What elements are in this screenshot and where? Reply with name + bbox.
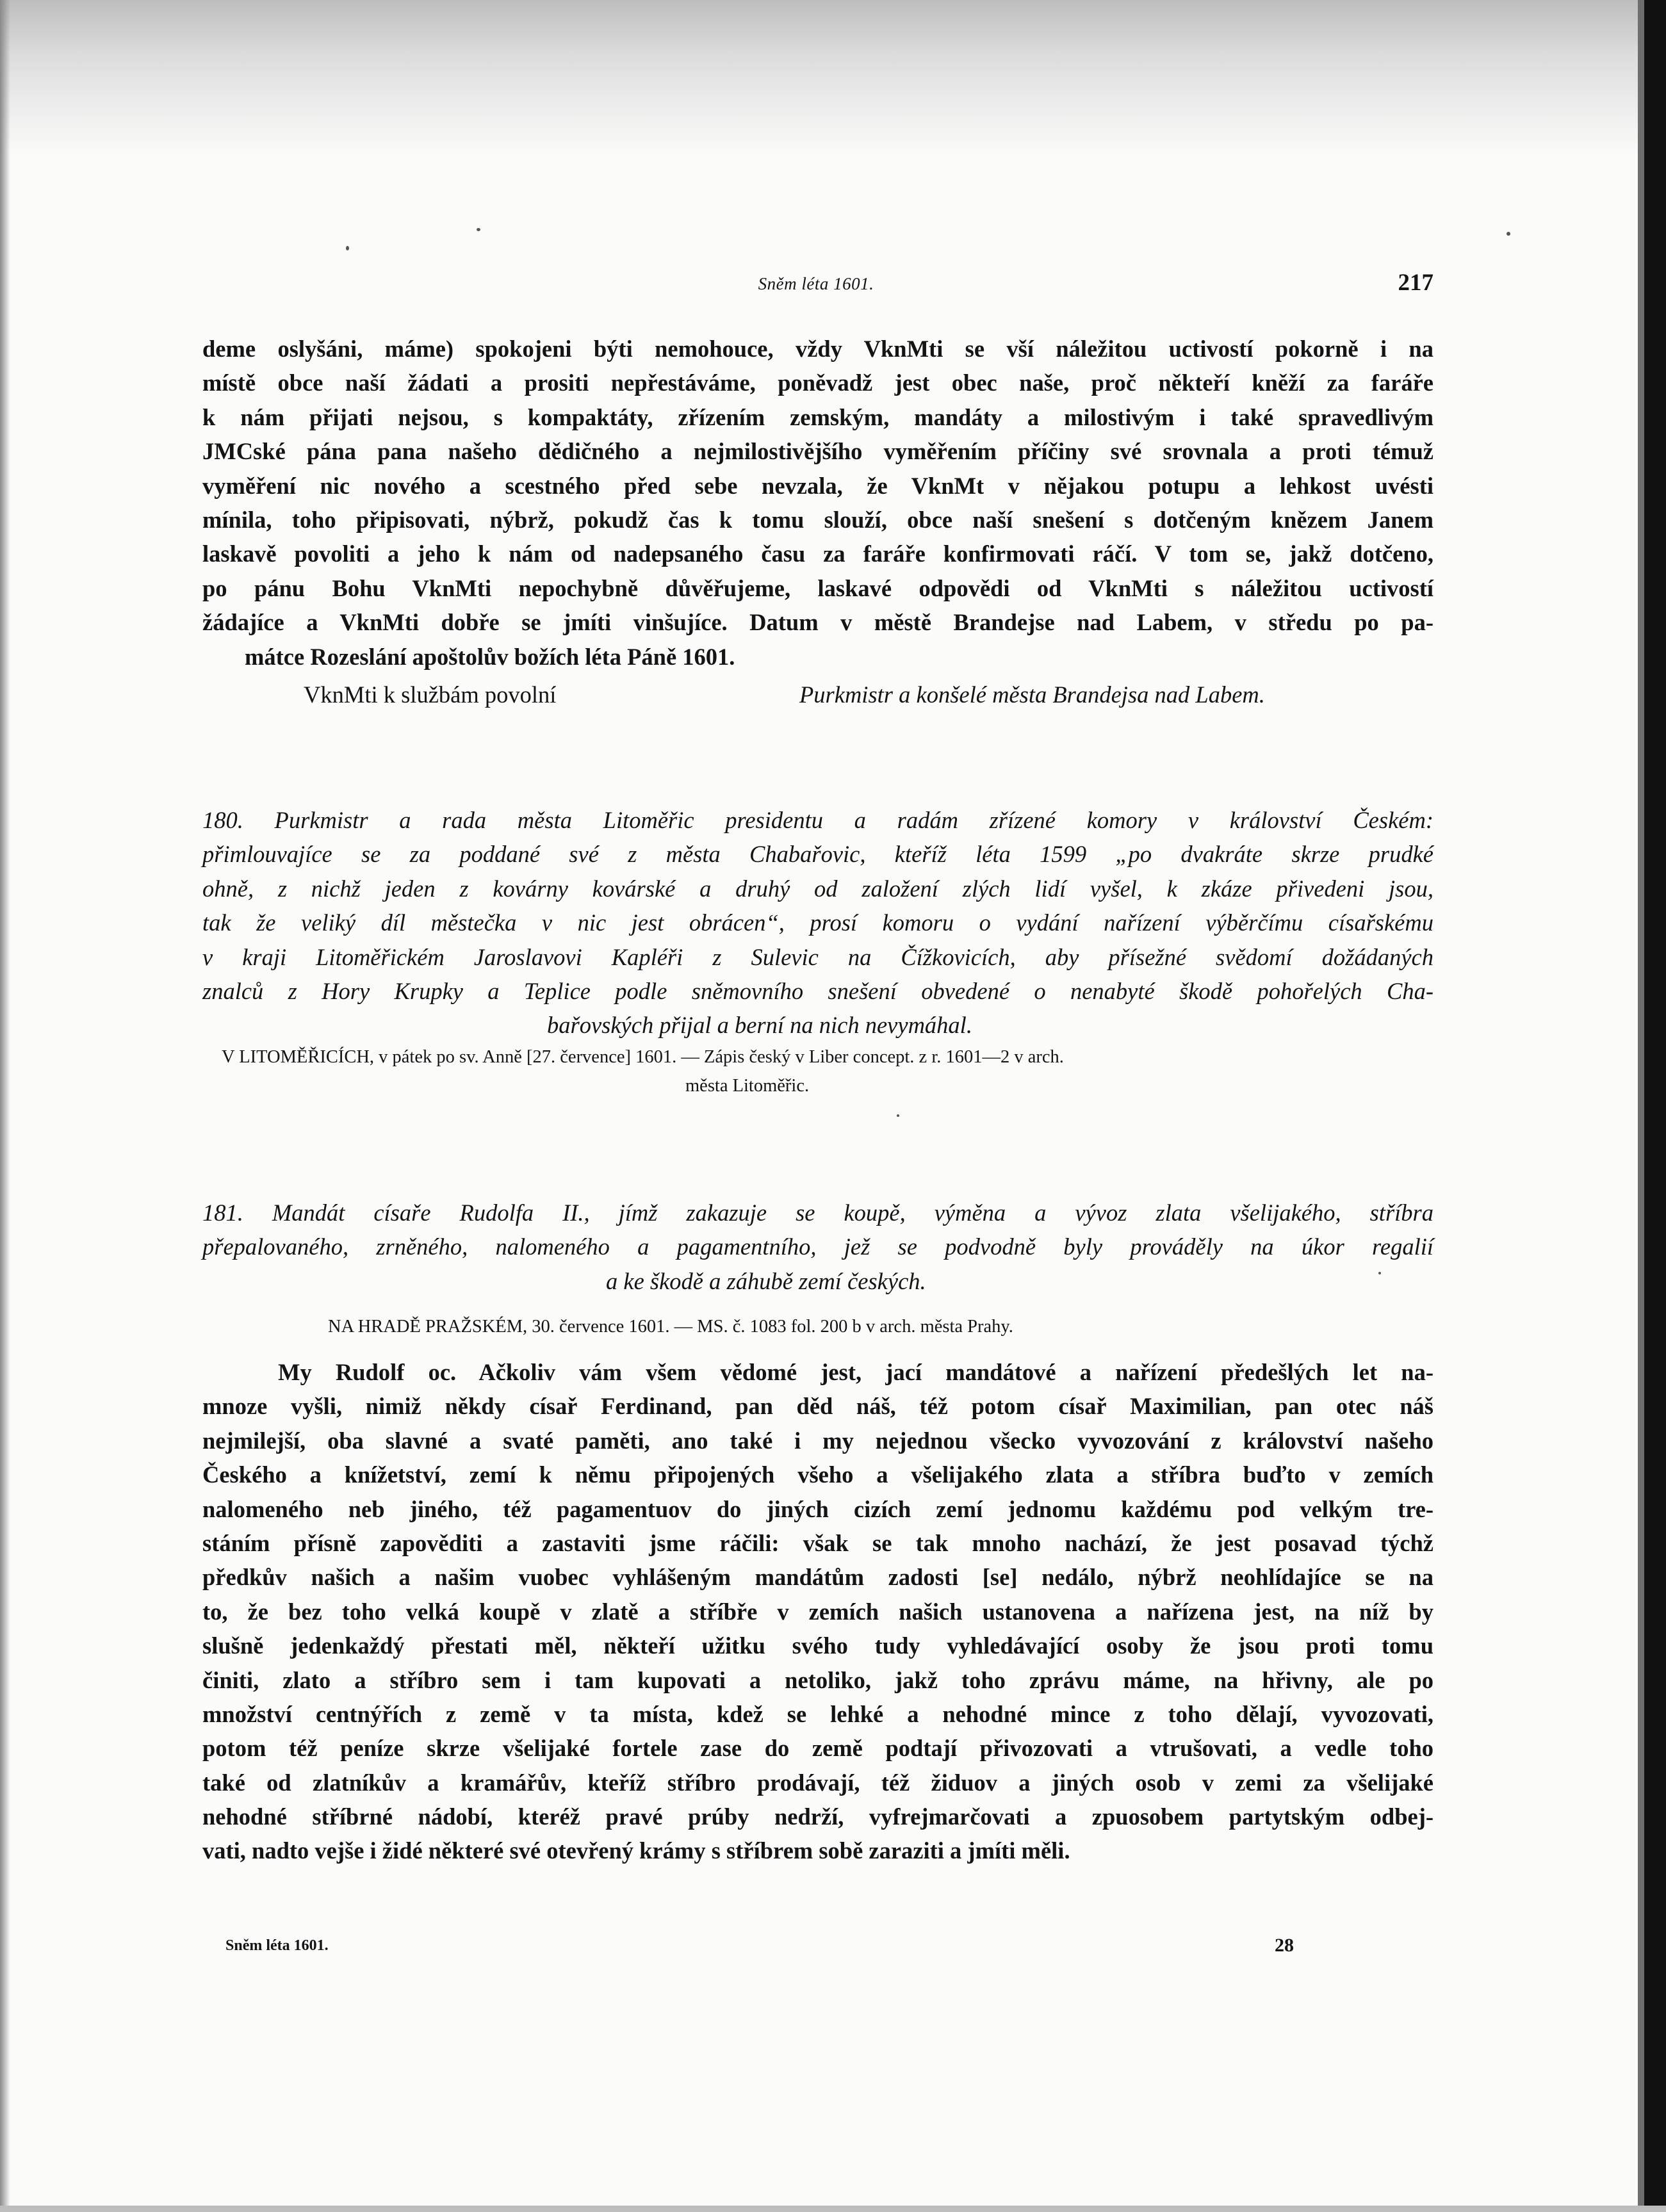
text-line: množství centnýřích z země v ta místa, kdež se lehké a nehodné mince z toho dělají, vyvozovati,: [202, 1700, 1433, 1727]
scan-speck: [897, 1114, 899, 1117]
document-180-heading: [202, 803, 1433, 1043]
text-line: k nám přijati nejsou, s kompaktáty, zřízením zemským, mandáty a milostivým i také spravedlivým: [202, 403, 1433, 430]
text-line: místě obce naší žádati a prositi nepřestáváme, poněvadž jest obec naše, proč někteří kněží za faráře: [202, 370, 1433, 396]
text-line: předkův našich a našim vuobec vyhlášeným mandátům zadosti [se] nedálo, nýbrž neohlídajíce se na: [202, 1564, 1433, 1591]
closing-formula: VknMti k službám povolní: [304, 681, 557, 708]
heading-line: přimlouvajíce se za poddané své z města Chabařovic, kteříž léta 1599 „po dvakráte skrze prudké: [202, 841, 1433, 868]
sheet-number: 28: [1275, 1935, 1294, 1956]
heading-line: tak že veliký díl městečka v nic jest obrácen“, prosí komoru o vydání nařízení výběrčímu císařskému: [202, 909, 1433, 936]
scan-right-shadow: [1638, 0, 1644, 2212]
text-line: vyměření nic nového a scestného před sebe nevzala, že VknMt v nějakou potupu a lehkost uvésti: [202, 472, 1433, 499]
heading-line: ohně, z nichž jeden z kovárny kovárské a druhý od založení zlých lidí vyšel, k zkáze přivedeni jsou,: [202, 875, 1433, 902]
heading-line: a ke škodě a záhubě zemí českých.: [606, 1267, 926, 1294]
scan-speck: [346, 246, 349, 250]
text-line: nalomeného neb jiného, též pagamentuov do jiných cizích zemí jednomu každému pod velkým tre-: [202, 1495, 1433, 1522]
text-line: to, že bez toho velká koupě v zlatě a stříbře v zemích našich ustanovena a nařízena jest, na níž by: [202, 1598, 1433, 1625]
text-line: deme oslyšáni, máme) spokojeni býti nemohouce, vždy VknMti se vší náležitou uctivostí pokorně i na: [202, 336, 1433, 362]
heading-line: bařovských přijal a berní na nich nevymáhal.: [547, 1012, 972, 1039]
text-line: také od zlatníkův a kramářův, kteříž stříbro prodávají, též židuov a jiných osob v zemi za všelijaké: [202, 1769, 1433, 1796]
letter-body: [202, 332, 1433, 674]
heading-line: znalců z Hory Krupky a Teplice podle sněmovního snešení obvedené o nenabyté škodě pohořelých Cha-: [202, 977, 1433, 1004]
document-181-heading: [202, 1196, 1433, 1298]
text-line: mínila, toho připisovati, nýbrž, pokudž čas k tomu slouží, obce naší snešení s dotčeným knězem Janem: [202, 506, 1433, 533]
text-line: potom též peníze skrze všelijaké fortele zase do země podtají přivozovati a vtrušovati, a vedle toho: [202, 1735, 1433, 1762]
scan-top-shadow: [0, 0, 1666, 154]
text-line: činiti, zlato a stříbro sem i tam kupovati a netoliko, jakž toho zprávu máme, na hřivny, ale po: [202, 1666, 1433, 1693]
text-line: laskavě povoliti a jeho k nám od nadepsaného času za faráře konfirmovati ráčí. V tom se, jakž dotčeno,: [202, 541, 1433, 567]
scan-speck: [477, 228, 480, 231]
heading-line: 181. Mandát císaře Rudolfa II., jímž zakazuje se koupě, výměna a vývoz zlata všelijakého, stříbra: [202, 1200, 1433, 1226]
scan-right-border: [1644, 0, 1666, 2212]
letter-signatories: Purkmistr a konšelé města Brandejsa nad Labem.: [799, 681, 1265, 708]
text-line: mátce Rozeslání apoštolův božích léta Páně 1601.: [245, 643, 735, 670]
text-line: mnoze vyšli, nimiž někdy císař Ferdinand, pan děd náš, též potom císař Maximilian, pan otec náš: [202, 1393, 1433, 1420]
text-line: vati, nadto vejše i židé některé své otevřený krámy s stříbrem sobě zaraziti a jmíti měli.: [202, 1837, 1070, 1864]
source-line: V LITOMĚŘICÍCH, v pátek po sv. Anně [27. července] 1601. — Zápis český v Liber concept. z r. 1601—2 v arch.: [222, 1047, 1064, 1067]
text-line: slušně jedenkaždý přestati měl, někteří užitku svého tudy vyhledávající osoby že jsou proti tomu: [202, 1632, 1433, 1659]
running-head: Sněm léta 1601.: [758, 274, 874, 293]
heading-line: 180. Purkmistr a rada města Litoměřic presidentu a radám zřízené komory v království Českém:: [202, 807, 1433, 833]
text-line: nehodné stříbrné nádobí, kteréž pravé prúby nedrží, vyfrejmarčovati a zpuosobem partytským odbej-: [202, 1803, 1433, 1830]
heading-line: v kraji Litoměřickém Jaroslavovi Kapléři z Sulevic na Čížkovicích, aby přísežné svědomí dožádaných: [202, 943, 1433, 970]
text-line: Českého a knížetství, zemí k němu připojených všeho a všelijakého zlata a stříbra buďto v zemích: [202, 1461, 1433, 1488]
text-line: JMCské pána pana našeho dědičného a nejmilostivějšího vyměřením příčiny své srovnala a proti témuž: [202, 438, 1433, 465]
text-line: nejmilejší, oba slavné a svaté paměti, ano také i my nejednou všecko vyvozování z království našeho: [202, 1427, 1433, 1454]
text-line: žádajíce a VknMti dobře se jmíti vinšujíce. Datum v městě Brandejse nad Labem, v středu po pa-: [202, 609, 1433, 636]
document-181-source-note: [202, 1312, 1433, 1341]
text-line: po pánu Bohu VknMti nepochybně důvěřujeme, laskavé odpovědi od VknMti s náležitou uctivostí: [202, 574, 1433, 601]
scan-speck: [1507, 232, 1510, 236]
text-line: stáním přísně zapověditi a zastaviti jsme ráčili: však se tak mnoho nachází, že jest posavad týchž: [202, 1529, 1433, 1556]
document-181-body: [202, 1355, 1433, 1868]
document-180-source-note: [202, 1043, 1433, 1100]
printer-signature: Sněm léta 1601.: [225, 1937, 329, 1954]
heading-line: přepalovaného, zrněného, nalomeného a pagamentního, jež se podvodně byly prováděly na úkor regalií: [202, 1233, 1433, 1260]
text-line: My Rudolf oc. Ačkoliv vám všem vědomé jest, jací mandátové a nařízení předešlých let na-: [278, 1359, 1433, 1385]
source-line: NA HRADĚ PRAŽSKÉM, 30. července 1601. — MS. č. 1083 fol. 200 b v arch. města Prahy.: [328, 1317, 1013, 1337]
page-number: 217: [1398, 270, 1433, 296]
source-line: města Litoměřic.: [685, 1076, 810, 1096]
scan-bottom-border: [0, 2206, 1666, 2212]
scan-left-shadow: [0, 0, 10, 2212]
